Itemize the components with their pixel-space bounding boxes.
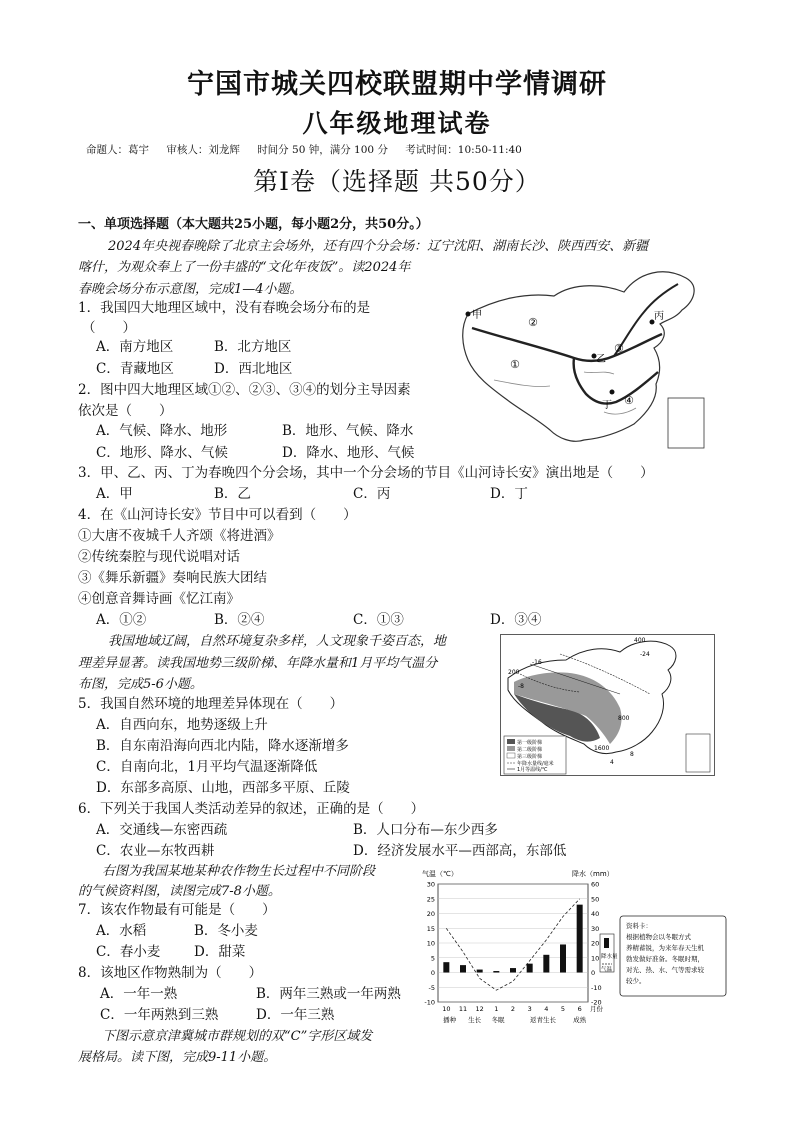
temperature-line — [446, 899, 579, 990]
q1-option-d[interactable]: D．西北地区 — [214, 361, 293, 377]
legend-bar-label: 降水量 — [601, 954, 618, 960]
q4-stem: 4．在《山河诗长安》节目中可以看到（ ） — [78, 507, 357, 523]
q4-option-c[interactable]: C．①③ — [353, 612, 404, 628]
legend-precip: 年降水量线/毫米 — [517, 761, 554, 767]
precip-bar — [510, 968, 516, 972]
precip-tick-label: -10 — [591, 983, 602, 992]
q4-item-3: ③《舞乐新疆》奏响民族大团结 — [78, 570, 267, 586]
q4-option-a[interactable]: A．①② — [96, 612, 147, 628]
svg-text:-8: -8 — [518, 683, 524, 690]
svg-text:-16: -16 — [532, 659, 542, 666]
legend-bar-swatch — [604, 938, 609, 948]
temp-tick-label: 10 — [426, 939, 435, 948]
svg-text:8: 8 — [630, 751, 634, 758]
intro3-line2: 的气候资料图，读图完成7-8小题。 — [78, 884, 281, 899]
precip-tick-label: -20 — [591, 998, 602, 1007]
legend-temp: 1月等温线/℃ — [517, 767, 548, 773]
svg-text:800: 800 — [618, 715, 630, 722]
terrain-map — [500, 634, 715, 776]
q5-stem: 5．我国自然环境的地理差异体现在（ ） — [78, 696, 344, 712]
exam-duration: 时间分 50 钟，满分 100 分 — [257, 144, 388, 156]
exam-time: 考试时间：10:50-11:40 — [405, 144, 522, 156]
info-card-line: 根据植物会以冬眠方式 — [626, 933, 691, 941]
q5-option-d[interactable]: D．东部多高原、山地，西部多平原、丘陵 — [96, 780, 350, 796]
svg-text:4: 4 — [610, 759, 614, 766]
temp-tick-label: 20 — [426, 910, 435, 918]
q2-stem-line1: 2．图中四大地理区域①②、②③、③④的划分主导因素 — [78, 382, 411, 398]
info-card-line: 较少。 — [626, 977, 646, 985]
precip-tick-label: 50 — [591, 895, 600, 904]
reviewer: 审核人：刘龙辉 — [166, 144, 240, 156]
exam-meta — [86, 142, 536, 157]
q7-option-a[interactable]: A．水稻 — [96, 923, 147, 939]
exam-subtitle: 八年级地理试卷 — [302, 109, 492, 138]
stage-label: 冬眠 — [491, 1016, 505, 1024]
precip-tick-label: 20 — [591, 939, 600, 948]
q8-option-d[interactable]: D．一年三熟 — [256, 1007, 335, 1023]
precip-tick-label: 10 — [591, 954, 600, 963]
precip-tick-label: 30 — [591, 924, 600, 933]
left-axis-title: 气温（℃） — [422, 870, 458, 878]
q2-option-c[interactable]: C．地形、降水、气候 — [96, 445, 228, 461]
q8-stem: 8．该地区作物熟制为（ ） — [78, 965, 263, 981]
q3-option-d[interactable]: D．丁 — [490, 486, 528, 502]
intro1-line2: 喀什，为观众奉上了一份丰盛的“文化年夜饭”。读2024年 — [78, 260, 411, 275]
q6-option-c[interactable]: C．农业—东牧西耕 — [96, 843, 215, 859]
info-card-line: 勃发做好准备。冬眠时期， — [626, 955, 704, 963]
exam-title: 宁国市城关四校联盟期中学情调研 — [187, 69, 607, 100]
q4-item-4: ④创意音舞诗画《忆江南》 — [78, 591, 240, 607]
intro2-line1: 我国地域辽阔，自然环境复杂多样，人文现象千姿百态，地 — [108, 634, 447, 649]
q1-option-a[interactable]: A．南方地区 — [96, 339, 174, 355]
legend-step1: 第一级阶梯 — [517, 740, 543, 746]
section-heading: 一、单项选择题（本大题共25小题，每小题2分，共50分。） — [78, 217, 429, 232]
x-tick-label: 1 — [494, 1005, 499, 1013]
precip-bar — [443, 962, 449, 972]
q8-option-a[interactable]: A．一年一熟 — [100, 986, 178, 1002]
temp-tick-label: -10 — [424, 998, 435, 1007]
intro1-line1: 2024年央视春晚除了北京主会场外，还有四个分会场：辽宁沈阳、湖南长沙、陕西西安、新疆 — [108, 239, 649, 254]
precip-bar — [477, 970, 483, 973]
intro2-line2: 理差异显著。读我国地势三级阶梯、年降水量和1月平均气温分 — [78, 656, 438, 671]
q1-option-b[interactable]: B．北方地区 — [214, 339, 292, 355]
precip-bar — [493, 971, 499, 972]
precip-tick-label: 40 — [591, 910, 600, 918]
q2-option-a[interactable]: A．气候、降水、地形 — [96, 423, 228, 439]
stage-label: 成熟 — [573, 1016, 587, 1024]
intro1-line3: 春晚会场分布示意图，完成1—4小题。 — [78, 282, 303, 297]
precip-bar — [543, 955, 549, 973]
right-axis-title: 降水（mm） — [572, 870, 614, 878]
svg-text:1600: 1600 — [594, 745, 610, 752]
q8-option-c[interactable]: C．一年两熟到三熟 — [100, 1007, 219, 1023]
q1-paren: （ ） — [82, 320, 136, 336]
x-axis-label: 月份 — [590, 1005, 603, 1013]
label-yi: 乙 — [596, 354, 606, 365]
region-boundary-1 — [472, 328, 662, 361]
q8-option-b[interactable]: B．两年三熟或一年两熟 — [256, 986, 401, 1002]
q7-stem: 7．该农作物最有可能是（ ） — [78, 902, 276, 918]
q4-item-1: ①大唐不夜城千人齐颂《将进酒》 — [78, 528, 281, 544]
intro4-line2: 展格局。读下图，完成9-11小题。 — [78, 1050, 277, 1065]
region-3: ③ — [614, 342, 624, 355]
intro2-line3: 布图，完成5-6小题。 — [78, 677, 203, 692]
q6-option-b[interactable]: B．人口分布—东少西多 — [353, 822, 498, 838]
svg-text:400: 400 — [634, 637, 646, 644]
region-1: ① — [510, 358, 520, 371]
venue-map — [454, 262, 716, 454]
info-card-line: 资料卡： — [626, 922, 652, 930]
q4-item-2: ②传统秦腔与现代说唱对话 — [78, 549, 240, 565]
x-tick-label: 11 — [458, 1005, 468, 1013]
precip-bar — [527, 964, 533, 973]
precip-bar — [577, 905, 583, 973]
info-card-line: 养精蓄锐，为来年春天生机 — [626, 944, 704, 952]
temp-tick-label: -5 — [428, 983, 435, 992]
q4-option-b[interactable]: B．②④ — [214, 612, 265, 628]
q3-option-c[interactable]: C．丙 — [353, 486, 391, 502]
x-tick-label: 4 — [544, 1005, 549, 1013]
label-ding: 丁 — [602, 400, 612, 411]
q5-option-c[interactable]: C．自南向北，1月平均气温逐渐降低 — [96, 759, 318, 775]
precip-bar — [560, 944, 566, 972]
author: 命题人：葛宇 — [86, 144, 149, 156]
q7-option-b[interactable]: B．冬小麦 — [194, 923, 258, 939]
q7-option-c[interactable]: C．春小麦 — [96, 944, 161, 960]
q3-stem: 3．甲、乙、丙、丁为春晚四个分会场，其中一个分会场的节目《山河诗长安》演出地是（ ） — [78, 465, 654, 481]
label-jia: 甲 — [472, 310, 482, 321]
x-tick-label: 3 — [527, 1005, 532, 1013]
q3-option-a[interactable]: A．甲 — [96, 486, 133, 502]
label-bing: 丙 — [654, 311, 664, 322]
q2-stem-line2: 依次是（ ） — [78, 403, 173, 419]
temp-tick-label: 0 — [430, 969, 435, 977]
q5-option-a[interactable]: A．自西向东，地势逐级上升 — [96, 717, 268, 733]
precip-tick-label: 60 — [591, 880, 600, 889]
precip-tick-label: 0 — [591, 969, 596, 977]
q6-option-d[interactable]: D．经济发展水平—西部高，东部低 — [353, 843, 567, 859]
x-tick-label: 10 — [442, 1005, 451, 1013]
stage-label: 返青生长 — [530, 1016, 556, 1024]
q6-stem: 6．下列关于我国人类活动差异的叙述，正确的是（ ） — [78, 801, 425, 817]
x-tick-label: 12 — [475, 1005, 484, 1013]
stage-label: 播种 — [443, 1016, 457, 1024]
q1-stem: 1．我国四大地理区域中，没有春晚会场分布的是 — [78, 300, 371, 316]
svg-text:-24: -24 — [640, 651, 650, 658]
legend-step2: 第二级阶梯 — [517, 747, 543, 753]
south-china-sea-inset — [668, 398, 704, 448]
q2-option-d[interactable]: D．降水、地形、气候 — [282, 445, 415, 461]
region-2: ② — [528, 316, 538, 329]
temp-tick-label: 15 — [426, 924, 435, 933]
region-boundary-2 — [574, 358, 658, 404]
q1-option-c[interactable]: C．青藏地区 — [96, 361, 174, 377]
info-card-line: 对光、热、水、气等需求较 — [626, 966, 704, 974]
region-4: ④ — [624, 394, 634, 407]
intro3-line1: 右图为我国某地某种农作物生长过程中不同阶段 — [102, 864, 376, 879]
volume-heading: 第Ⅰ卷（选择题 共50分） — [253, 167, 541, 196]
x-tick-label: 2 — [510, 1005, 516, 1013]
q7-option-d[interactable]: D．甜菜 — [194, 944, 246, 960]
temp-tick-label: 30 — [426, 880, 435, 889]
q3-option-b[interactable]: B．乙 — [214, 486, 251, 502]
q5-option-b[interactable]: B．自东南沿海向西北内陆，降水逐渐增多 — [96, 738, 349, 754]
temp-tick-label: 5 — [430, 954, 435, 963]
q2-option-b[interactable]: B．地形、气候、降水 — [282, 423, 414, 439]
climate-chart — [420, 866, 730, 1028]
precip-bar — [460, 965, 466, 972]
q6-option-a[interactable]: A．交通线—东密西疏 — [96, 822, 228, 838]
temp-tick-label: 25 — [426, 895, 435, 904]
intro4-line1: 下图示意京津冀城市群规划的双“C”字形区域发 — [102, 1029, 373, 1044]
q4-option-d[interactable]: D．③④ — [490, 612, 542, 628]
svg-text:200: 200 — [508, 669, 520, 676]
legend-line-label: 气温 — [601, 967, 613, 973]
x-tick-label: 6 — [577, 1005, 582, 1013]
legend-step3: 第三级阶梯 — [517, 754, 543, 760]
stage-label: 生长 — [468, 1016, 482, 1024]
x-tick-label: 5 — [560, 1005, 566, 1013]
